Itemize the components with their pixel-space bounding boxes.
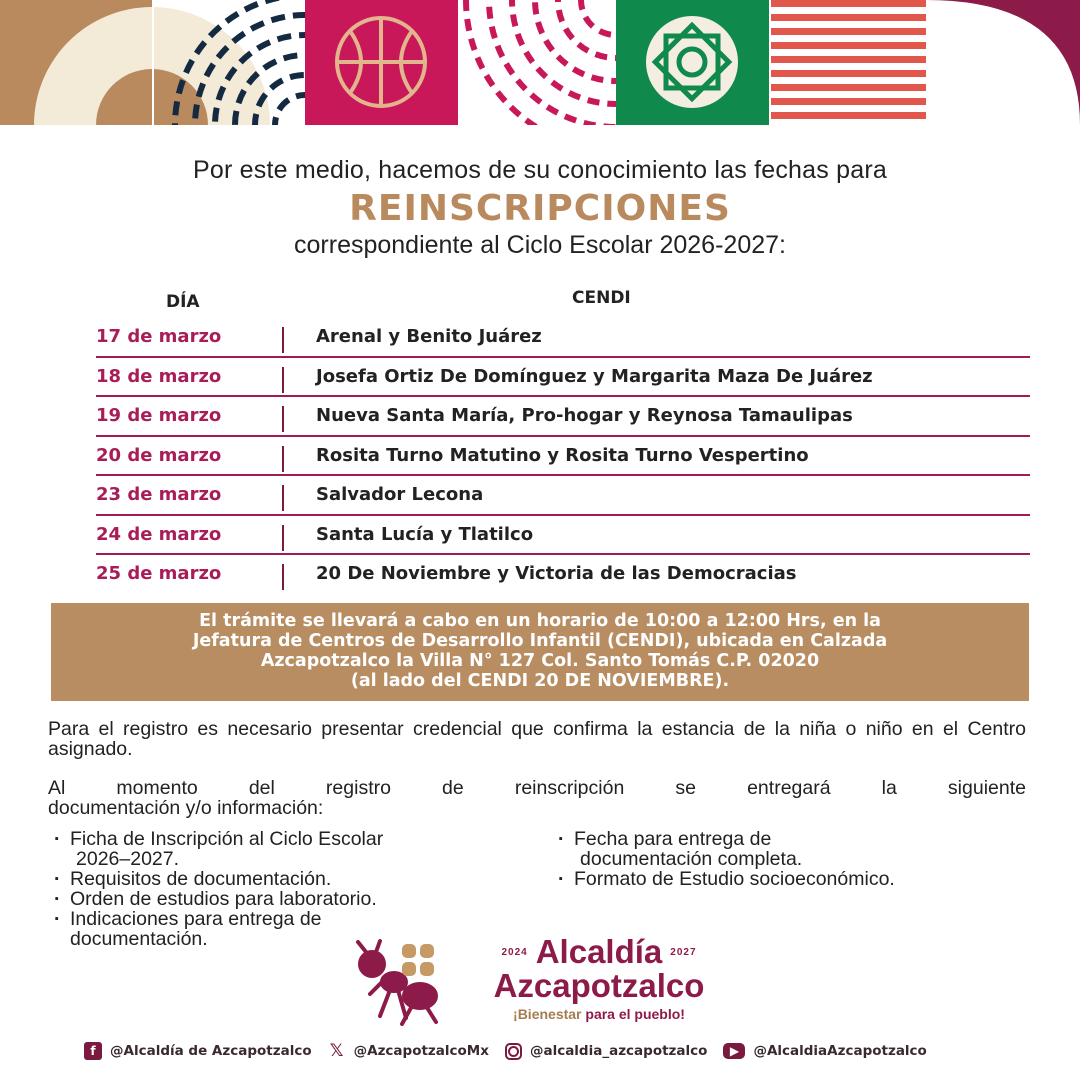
schedule-notice-box: [51, 603, 1029, 701]
row-cendi: Nueva Santa María, Pro-hogar y Reynosa Tamaulipas: [316, 405, 853, 426]
row-date: 24 de marzo: [96, 523, 222, 545]
row-divider: [282, 564, 284, 590]
logo-slogan: [464, 1006, 734, 1022]
schedule-table: [96, 318, 1030, 595]
list-item: [556, 869, 1036, 889]
list-item-text: Requisitos de documentación.: [70, 868, 332, 890]
table-row: [96, 555, 1030, 595]
list-item: [52, 869, 522, 889]
list-item-text: Ficha de Inscripción al Ciclo Escolar: [70, 828, 384, 850]
x-handle[interactable]: @AzcapotzalcoMx: [353, 1043, 489, 1059]
column-header-day: DÍA: [166, 292, 200, 312]
row-cendi: 20 De Noviembre y Victoria de las Democracias: [316, 563, 797, 584]
list-item-text: documentación completa.: [580, 848, 803, 870]
x-icon: 𝕏: [329, 1041, 344, 1061]
table-row: [96, 516, 1030, 556]
table-row: [96, 358, 1030, 398]
social-youtube[interactable]: [723, 1043, 926, 1059]
row-divider: [282, 327, 284, 353]
youtube-handle[interactable]: @AlcaldiaAzcapotzalco: [753, 1043, 927, 1059]
banner-art: [0, 0, 1080, 125]
list-item: [556, 829, 1036, 869]
logo-name-row: [464, 934, 734, 970]
logo-year-start: 2024: [501, 946, 528, 958]
list-item: [52, 829, 522, 869]
row-cendi: Arenal y Benito Juárez: [316, 326, 542, 347]
page-title: REINSCRIPCIONES: [349, 188, 731, 229]
row-date: 25 de marzo: [96, 563, 222, 584]
slogan-part: para el pueblo!: [585, 1006, 685, 1022]
social-instagram[interactable]: [505, 1043, 707, 1060]
list-item-text: 2026–2027.: [76, 848, 180, 870]
row-divider: [282, 367, 284, 393]
documents-list-right: [556, 829, 1036, 889]
documentation-paragraph: [48, 778, 1026, 818]
row-date: 23 de marzo: [96, 484, 222, 505]
banner-wine-arc: [926, 0, 1080, 125]
list-item: [52, 889, 522, 909]
instagram-icon: [505, 1043, 522, 1060]
logo-name-line2: Azcapotzalco: [493, 967, 705, 1004]
decorative-banner: [0, 0, 1080, 125]
row-cendi: Rosita Turno Matutino y Rosita Turno Vespertino: [316, 444, 809, 466]
row-cendi: Santa Lucía y Tlatilco: [316, 523, 534, 545]
documentation-line: Al momento del registro de reinscripción se entregará la siguiente: [48, 777, 1026, 799]
list-item-text: Indicaciones para entrega de: [70, 908, 322, 930]
list-item-text: Formato de Estudio socioeconómico.: [574, 868, 895, 890]
row-divider: [282, 485, 284, 511]
social-facebook[interactable]: [84, 1042, 312, 1060]
row-divider: [282, 525, 284, 551]
social-footer: [84, 1040, 927, 1062]
documentation-line: documentación y/o información:: [48, 797, 324, 819]
instagram-handle[interactable]: @alcaldia_azcapotzalco: [529, 1043, 708, 1059]
row-cendi: Salvador Lecona: [316, 484, 484, 505]
requirement-paragraph: Para el registro es necesario presentar credencial que confirma la estancia de la niña o niño en el Centro asignado.: [48, 718, 1026, 760]
row-date: 17 de marzo: [96, 326, 222, 347]
table-row: [96, 437, 1030, 477]
list-item-text: Orden de estudios para laboratorio.: [70, 888, 377, 910]
banner-coral-stripes: [771, 0, 926, 119]
intro-block: [0, 156, 1080, 260]
notice-line: (al lado del CENDI 20 DE NOVIEMBRE).: [350, 671, 730, 691]
row-date: 19 de marzo: [96, 405, 222, 426]
column-header-cendi: CENDI: [572, 288, 631, 308]
row-divider: [282, 446, 284, 472]
notice-line: Jefatura de Centros de Desarrollo Infantil (CENDI), ubicada en Calzada: [192, 631, 888, 651]
logo-wordmark: [464, 934, 734, 1022]
intro-text: Por este medio, hacemos de su conocimiento las fechas para: [193, 156, 887, 184]
table-row: [96, 397, 1030, 437]
table-row: [96, 476, 1030, 516]
logo-year-end: 2027: [670, 946, 697, 958]
row-date: 20 de marzo: [96, 444, 222, 466]
list-item-text: Fecha para entrega de: [574, 828, 772, 850]
basketball-icon: [337, 18, 425, 106]
row-date: 18 de marzo: [96, 365, 222, 387]
emblem-icon: [402, 944, 434, 976]
facebook-handle[interactable]: @Alcaldía de Azcapotzalco: [110, 1043, 312, 1059]
row-divider: [282, 406, 284, 432]
slogan-part: ¡Bienestar: [513, 1006, 582, 1022]
facebook-icon: f: [84, 1042, 102, 1060]
youtube-icon: ▶: [723, 1043, 745, 1059]
logo-name-line1: Alcaldía: [535, 933, 663, 970]
row-cendi: Josefa Ortiz De Domínguez y Margarita Maza De Juárez: [316, 365, 873, 387]
notice-line: Azcapotzalco la Villa N° 127 Col. Santo Tomás C.P. 02020: [260, 651, 820, 671]
documents-list-left: [52, 829, 522, 949]
list-item-text: documentación.: [70, 928, 208, 950]
subtitle: correspondiente al Ciclo Escolar 2026-2027:: [294, 231, 786, 259]
notice-line: El trámite se llevará a cabo en un horario de 10:00 a 12:00 Hrs, en la: [199, 611, 881, 631]
table-row: [96, 318, 1030, 358]
social-x[interactable]: [328, 1042, 489, 1060]
